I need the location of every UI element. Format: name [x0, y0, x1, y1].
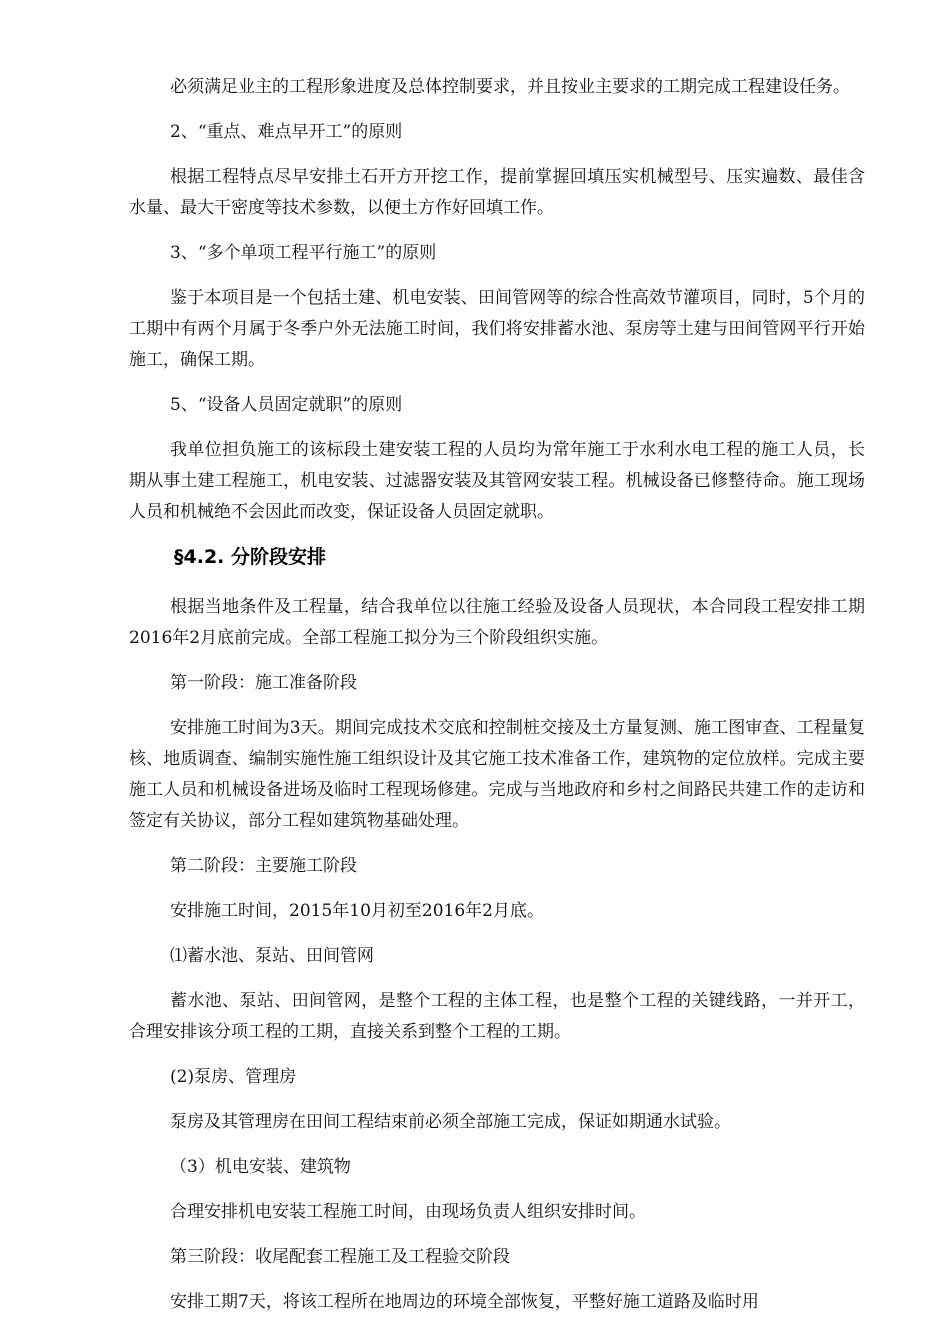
subheading: 5、“设备人员固定就职”的原则 [170, 395, 403, 415]
paragraph: 鉴于本项目是一个包括土建、机电安装、田间管网等的综合性高效节灌项目，同时，5个月的工期中有两个月属于冬季户外无法施工时间，我们将安排蓄水池、泵房等土建与田间管网平行开始施工，确保工期。 [129, 288, 865, 370]
paragraph: 必须满足业主的工程形象进度及总体控制要求，并且按业主要求的工期完成工程建设任务。 [170, 77, 850, 97]
paragraph: 根据工程特点尽早安排土石开方开挖工作，提前掌握回填压实机械型号、压实遍数、最佳含水量、最大干密度等技术参数，以便土方作好回填工作。 [129, 167, 865, 218]
paragraph: 合理安排机电安装工程施工时间，由现场负责人组织安排时间。 [170, 1202, 646, 1222]
paragraph: 蓄水池、泵站、田间管网，是整个工程的主体工程，也是整个工程的关键线路，一并开工，合理安排该分项工程的工期，直接关系到整个工程的工期。 [129, 991, 865, 1042]
subheading: 2、“重点、难点早开工”的原则 [170, 122, 403, 142]
paragraph: 根据当地条件及工程量，结合我单位以往施工经验及设备人员现状，本合同段工程安排工期2016年2月底前完成。全部工程施工拟分为三个阶段组织实施。 [129, 597, 865, 648]
paragraph: 泵房及其管理房在田间工程结束前必须全部施工完成，保证如期通水试验。 [170, 1112, 731, 1132]
section-heading: §4.2. 分阶段安排 [174, 546, 326, 568]
stage-heading: 第三阶段：收尾配套工程施工及工程验交阶段 [170, 1247, 510, 1267]
paragraph: 我单位担负施工的该标段土建安装工程的人员均为常年施工于水利水电工程的施工人员，长期从事土建工程施工，机电安装、过滤器安装及其管网安装工程。机械设备已修整待命。施工现场人员和机械绝不会因此而改变，保证设备人员固定就职。 [129, 440, 865, 522]
paragraph: 安排工期7天，将该工程所在地周边的环境全部恢复，平整好施工道路及临时用 [170, 1292, 759, 1312]
paragraph: 安排施工时间为3天。期间完成技术交底和控制桩交接及土方量复测、施工图审查、工程量复核、地质调查、编制实施性施工组织设计及其它施工技术准备工作，建筑物的定位放样。完成主要施工人员和机械设备进场及临时工程现场修建。完成与当地政府和乡村之间路民共建工作的走访和签定有关协议，部分工程如建筑物基础处理。 [129, 718, 865, 831]
list-item-heading: ⑴蓄水池、泵站、田间管网 [170, 946, 374, 966]
stage-heading: 第二阶段：主要施工阶段 [170, 856, 357, 876]
list-item-heading: (2)泵房、管理房 [170, 1067, 297, 1087]
paragraph: 安排施工时间，2015年10月初至2016年2月底。 [170, 901, 544, 921]
list-item-heading: （3）机电安装、建筑物 [170, 1157, 351, 1177]
subheading: 3、“多个单项工程平行施工”的原则 [170, 243, 437, 263]
stage-heading: 第一阶段：施工准备阶段 [170, 673, 357, 693]
body-text [129, 72, 865, 1332]
